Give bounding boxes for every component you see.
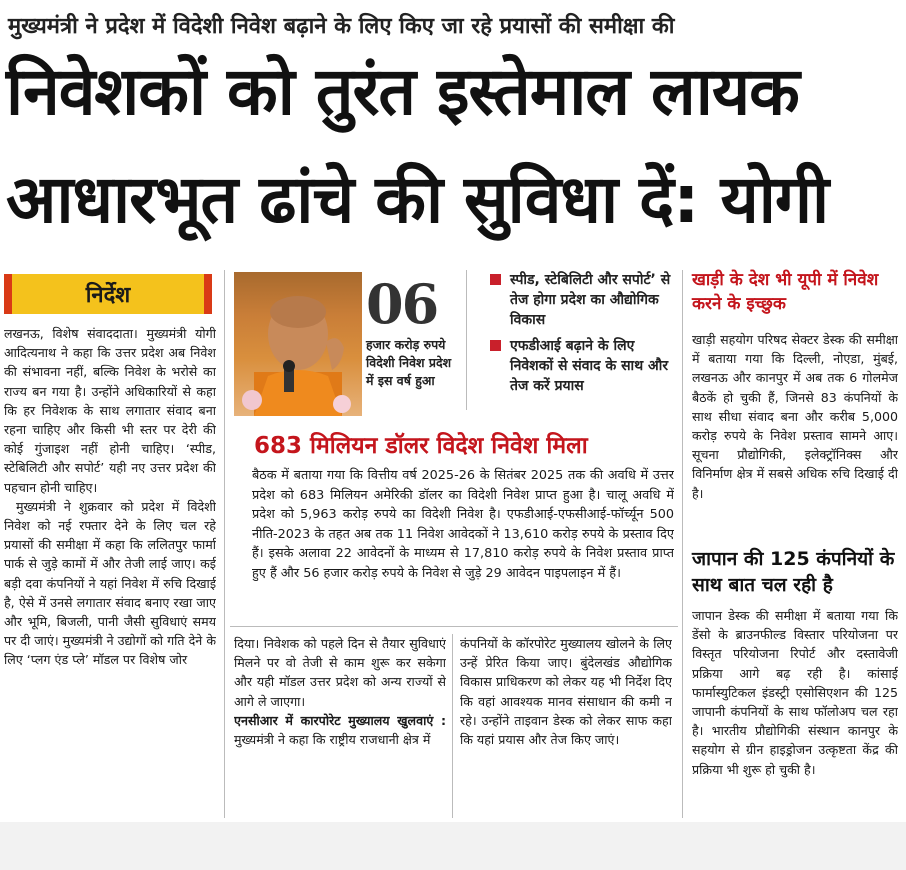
nirdesh-badge bbox=[4, 274, 212, 314]
right-body-1 bbox=[692, 330, 898, 542]
kicker-headline: मुख्यमंत्री ने प्रदेश में विदेशी निवेश बढ़ाने के लिए किए जा रहे प्रयासों की समीक्षा की bbox=[8, 14, 675, 39]
right-heading-1: खाड़ी के देश भी यूपी में निवेश करने के इच्छुक bbox=[692, 270, 879, 314]
column-divider bbox=[452, 634, 453, 818]
column-divider bbox=[466, 270, 467, 410]
column2-paragraph-2: मुख्यमंत्री ने कहा कि राष्ट्रीय राजधानी क्षेत्र में bbox=[234, 732, 431, 748]
column-divider bbox=[682, 270, 683, 818]
chief-minister-photo bbox=[234, 272, 362, 416]
left-column bbox=[4, 324, 216, 820]
main-headline-line1: निवेशकों को तुरंत इस्तेमाल लायक bbox=[6, 53, 799, 130]
column3-paragraph: कंपनियों के कॉरपोरेट मुख्यालय खोलने के लिए उन्हें प्रेरित किया जाए। बुंदेलखंड औद्योगिक विकास प्राधिकरण को लेकर यह भी निर्देश दिए कि वहां आवश्यक मानव संसाधान की कमी न रहे। उन्होंने ताइवान डेस्क को लेकर साफ कहा कि यहां प्रयास और तेज किए जाएं। bbox=[460, 636, 672, 748]
center-story-body bbox=[252, 466, 674, 622]
key-point-text: स्पीड, स्टेबिलिटी और सपोर्ट’ से तेज होगा प्रदेश का औद्योगिक विकास bbox=[510, 272, 671, 328]
column-2 bbox=[234, 634, 446, 818]
badge-label: निर्देश bbox=[85, 283, 131, 308]
center-story-text: बैठक में बताया गया कि वित्तीय वर्ष 2025-26 के सितंबर 2025 तक की अवधि में उत्तर प्रदेश को 683 मिलियन अमेरिकी डॉलर का विदेशी निवेश प्राप्त हुआ है। चालू अवधि में प्रदेश को 5,963 करोड़ रुपये का विदेशी निवेश है। एफडीआई-एफसीआई-फॉर्च्यून 500 नीति-2023 के तहत अब तक 11 निवेश आवेदकों ने 13,610 करोड़ रुपये के प्रस्ताव दिए हैं। इसके अलावा 22 आवेदनों के माध्यम से 17,810 करोड़ रुपये के निवेश प्रस्ताव प्राप्त हुए हैं और 56 हजार करोड़ रुपये के निवेश से जुड़े 29 आवेदन पाइपलाइन में हैं। bbox=[252, 468, 674, 581]
portrait-illustration bbox=[234, 272, 362, 416]
bullet-square-icon bbox=[490, 274, 501, 285]
key-point bbox=[488, 336, 678, 396]
highlight-number: 06 bbox=[366, 272, 438, 336]
key-point bbox=[488, 270, 678, 330]
column2-paragraph: दिया। निवेशक को पहले दिन से तैयार सुविधाएं मिलने पर वो तेजी से काम शुरू कर सकेगा और यही मॉडल उत्तर प्रदेश को अन्य राज्यों से आगे ले जाएगा। bbox=[234, 636, 446, 709]
column-divider bbox=[224, 270, 225, 818]
main-headline-line2: आधारभूत ढांचे की सुविधा दें: योगी bbox=[6, 161, 829, 238]
center-subhead: 683 मिलियन डॉलर विदेश निवेश मिला bbox=[254, 433, 588, 459]
left-paragraph-1: लखनऊ, विशेष संवाददाता। मुख्यमंत्री योगी आदित्यनाथ ने कहा कि उत्तर प्रदेश अब निवेश की संभावना नहीं, बल्कि निवेश के भरोसे का राज्य बन गया है। उन्होंने अधिकारियों से कहा कि हर निवेशक के साथ लगातार संवाद बना रहना चाहिए और किसी भी स्तर पर देरी की कोई गुंजाइश नहीं होनी चाहिए। ‘स्पीड, स्टेबिलिटी और सपोर्ट’ यही नए उत्तर प्रदेश की पहचान होनी चाहिए। bbox=[4, 326, 216, 495]
bullet-square-icon bbox=[490, 340, 501, 351]
highlight-caption: हजार करोड़ रुपये विदेशी निवेश प्रदेश में इस वर्ष हुआ bbox=[366, 337, 452, 388]
column2-lead: एनसीआर में कारपोरेट मुख्यालय खुलवाएं : bbox=[234, 712, 446, 728]
right-body-1-text: खाड़ी सहयोग परिषद सेक्टर डेस्क की समीक्षा में बताया गया कि दिल्ली, नोएडा, मुंबई, लखनऊ और कानपुर में अब तक 6 गोलमेज बैठकें हो चुकी हैं, जिनसे 83 कंपनियों के साथ सीधा संवाद बना और करीब 5,000 करोड़ रुपये के निवेश प्रस्ताव सामने आए। सूचना प्रौद्योगिकी, इलेक्ट्रॉनिक्स और विनिर्माण क्षेत्र में सबसे अधिक रुचि दिखाई दी है। bbox=[692, 332, 898, 501]
column-3 bbox=[460, 634, 672, 818]
key-points bbox=[488, 270, 678, 402]
key-point-text: एफडीआई बढ़ाने के लिए निवेशकों से संवाद के साथ और तेज करें प्रयास bbox=[510, 338, 669, 394]
right-body-2 bbox=[692, 606, 898, 818]
section-divider bbox=[230, 626, 678, 627]
left-paragraph-2: मुख्यमंत्री ने शुक्रवार को प्रदेश में विदेशी निवेश को नई रफ्तार देने के लिए चल रहे प्रयासों की समीक्षा में कहा कि ललितपुर फार्मा पार्क से जुड़े कामों में और तेजी लाई जाए। कई बड़ी दवा कंपनियों ने यहां निवेश में रुचि दिखाई है, ऐसे में उनसे लगातार संवाद बनाए रखा जाए और भूमि, बिजली, पानी जैसी सुविधाएं समय पर दी जाएं। मुख्यमंत्री ने उद्योगों को गति देने के लिए ‘प्लग एंड प्ले’ मॉडल पर विशेष जोर bbox=[4, 498, 216, 668]
right-heading-2: जापान की 125 कंपनियों के साथ बात चल रही है bbox=[692, 548, 895, 596]
right-body-2-text: जापान डेस्क की समीक्षा में बताया गया कि डेंसो के ब्राउनफील्ड विस्तार परियोजना पर विस्तृत परियोजना रिपोर्ट और दस्तावेजी प्रक्रिया आगे बढ़ रही है। कांसाई फार्मास्युटिकल इंडस्ट्री एसोसिएशन की 125 जापानी कंपनियों के साथ फॉलोअप चल रहा है। भारतीय प्रौद्योगिकी संस्थान कानपुर के सहयोग से ग्रीन हाइड्रोजन उत्कृष्टता केंद्र की प्रक्रिया भी शुरू हो चुकी है। bbox=[692, 608, 898, 777]
